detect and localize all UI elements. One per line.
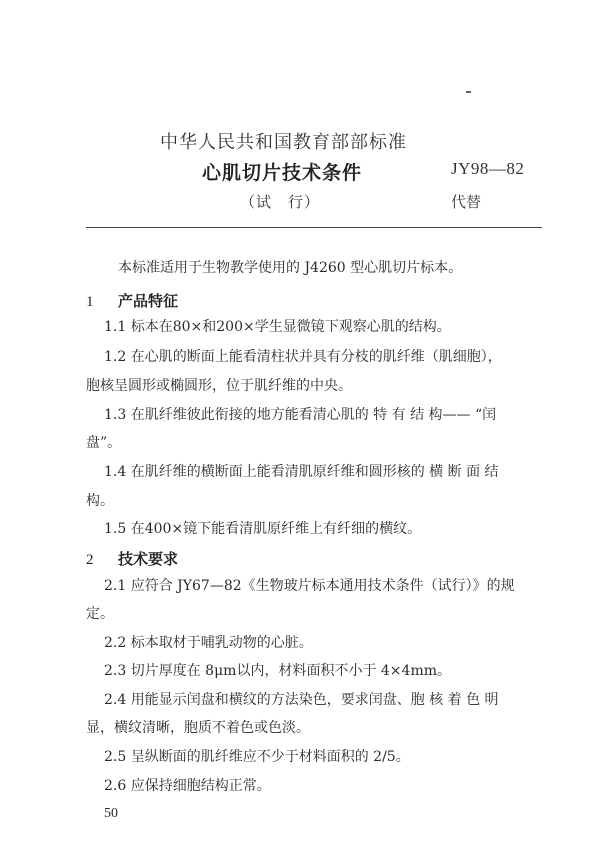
section-title: 产品特征: [118, 292, 179, 310]
clause-2-1-cont: 定。: [86, 606, 114, 622]
header-divider: [86, 227, 542, 228]
clause-1-2: 1.2 在心肌的断面上能看清柱状并具有分枝的肌纤维（肌细胞），: [104, 349, 502, 365]
clause-1-1: 1.1 标本在80×和200×学生显微镜下观察心肌的结构。: [104, 319, 451, 335]
clause-2-2: 2.2 标本取材于哺乳动物的心脏。: [104, 635, 313, 651]
section-title: 技术要求: [118, 550, 179, 568]
clause-1-3: 1.3 在肌纤维彼此衔接的地方能看清心肌的 特 有 结 构—— “闰: [104, 407, 497, 423]
section-heading-1: [86, 290, 178, 311]
section-heading-2: [86, 548, 178, 569]
scope-paragraph: 本标准适用于生物教学使用的 J4260 型心肌切片标本。: [118, 260, 463, 276]
clause-1-5: 1.5 在400×镜下能看清肌原纤维上有纤细的横纹。: [104, 521, 422, 537]
clause-2-3: 2.3 切片厚度在 8μm以内，材料面积不小于 4×4mm。: [104, 663, 451, 679]
clause-2-1: 2.1 应符合 JY67—82《生物玻片标本通用技术条件（试行）》的规: [104, 578, 515, 594]
clause-1-3-cont: 盘”。: [86, 435, 122, 451]
clause-1-4: 1.4 在肌纤维的横断面上能看清肌原纤维和圆形核的 横 断 面 结: [104, 464, 499, 480]
issuing-organization: 中华人民共和国教育部部标准: [160, 132, 407, 153]
clause-2-5: 2.5 呈纵断面的肌纤维应不少于材料面积的 2/5。: [104, 749, 410, 765]
trial-status: （试 行）: [240, 193, 321, 211]
document-title: 心肌切片技术条件: [202, 162, 363, 184]
clause-1-2-cont: 胞核呈圆形或椭圆形，位于肌纤维的中央。: [86, 378, 352, 394]
scan-speck: [466, 91, 471, 93]
page-number: 50: [104, 806, 118, 821]
section-number: 1: [86, 294, 94, 310]
clause-2-4-cont: 显，横纹清晰，胞质不着色或色淡。: [86, 720, 310, 736]
replaces-label: 代替: [451, 193, 482, 211]
clause-2-6: 2.6 应保持细胞结构正常。: [104, 778, 271, 794]
clause-1-4-cont: 构。: [86, 493, 114, 509]
standard-code: JY98—82: [451, 159, 525, 178]
clause-2-4: 2.4 用能显示闰盘和横纹的方法染色，要求闰盘、胞 核 着 色 明: [104, 692, 499, 708]
section-number: 2: [86, 552, 94, 568]
